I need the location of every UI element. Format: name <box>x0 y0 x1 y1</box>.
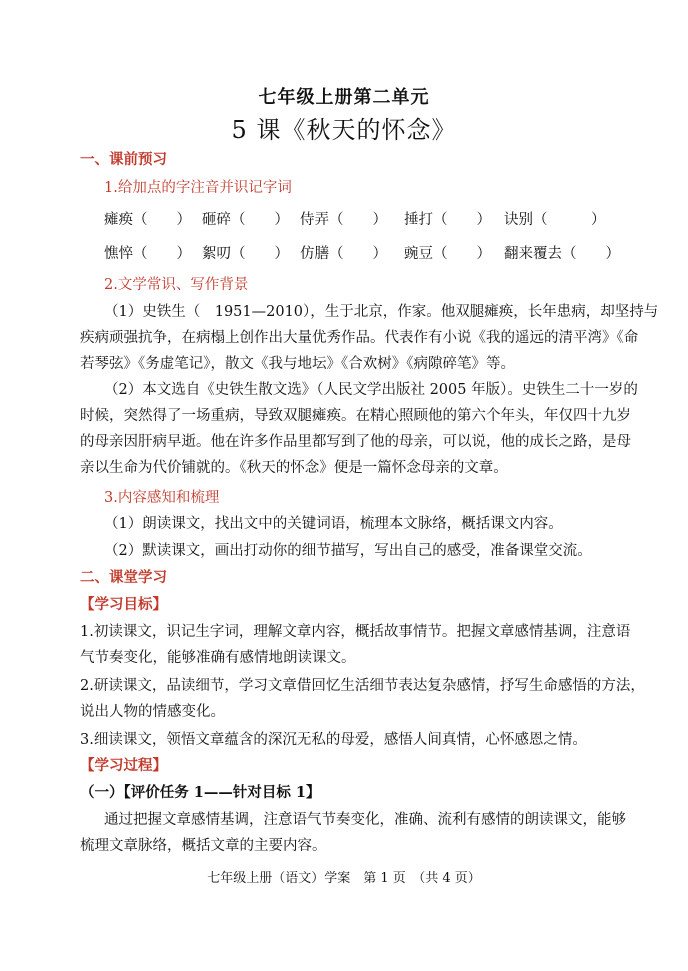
vocab-item: 瘫痪（ ） <box>104 212 191 228</box>
sub3-title: 3.内容感知和梳理 <box>104 490 220 506</box>
vocab-item: 砸碎（ ） <box>202 212 289 228</box>
text-line: 说出人物的情感变化。 <box>80 704 225 720</box>
sub2-title: 2.文学常识、写作背景 <box>104 277 249 293</box>
lesson-title: 5 课《秋天的怀念》 <box>231 116 457 144</box>
vocab-item: 絮叨（ ） <box>202 246 289 262</box>
text-line: 亲以生命为代价铺就的。《秋天的怀念》便是一篇怀念母亲的文章。 <box>80 460 508 476</box>
text-line: 的母亲因肝病早逝。他在许多作品里都写到了他的母亲，可以说，他的成长之路，是母 <box>80 434 631 450</box>
text-line: 气节奏变化，能够准确有感情地朗读课文。 <box>80 650 356 666</box>
vocab-item: 侍弄（ ） <box>300 212 387 228</box>
text-line: 若琴弦》《务虚笔记》，散文《我与地坛》《合欢树》《病隙碎笔》等。 <box>80 356 515 372</box>
text-line: （1）朗读课文，找出文中的关键词语，梳理本文脉络，概括课文内容。 <box>104 516 563 532</box>
text-line: （2）默读课文，画出打动你的细节描写，写出自己的感受，准备课堂交流。 <box>104 543 592 559</box>
text-line: 时候，突然得了一场重病，导致双腿瘫痪。在精心照顾他的第六个年头，年仅四十九岁 <box>80 408 631 424</box>
text-line: 疾病顽强抗争，在病榻上创作出大量优秀作品。代表作有小说《我的遥远的清平湾》《命 <box>80 330 639 346</box>
vocab-item: 憔悴（ ） <box>104 246 191 262</box>
vocab-item: 翻来覆去（ ） <box>504 246 620 262</box>
section2-title: 二、课堂学习 <box>80 569 167 586</box>
vocab-item: 诀别（ ） <box>504 212 606 228</box>
unit-title: 七年级上册第二单元 <box>258 87 430 108</box>
task1-title: （一）【评价任务 1——针对目标 1】 <box>80 784 321 801</box>
goals-title: 【学习目标】 <box>80 596 167 613</box>
text-line: （2）本文选自《史铁生散文选》（人民文学出版社 2005 年版）。史铁生二十一岁的 <box>104 382 638 398</box>
vocab-item: 豌豆（ ） <box>404 246 491 262</box>
text-line: 3.细读课文，领悟文章蕴含的深沉无私的母爱，感悟人间真情，心怀感恩之情。 <box>80 732 587 748</box>
sub1-title: 1.给加点的字注音并识记字词 <box>104 180 292 196</box>
text-line: 通过把握文章感情基调，注意语气节奏变化，准确、流利有感情的朗读课文，能够 <box>104 812 626 828</box>
page-footer: 七年级上册（语文）学案 第 1 页 （共 4 页） <box>207 871 481 886</box>
text-line: 梳理文章脉络，概括文章的主要内容。 <box>80 838 327 854</box>
vocab-item: 仿膳（ ） <box>300 246 387 262</box>
text-line: 1.初读课文，识记生字词，理解文章内容，概括故事情节。把握文章感情基调，注意语 <box>80 624 631 640</box>
text-line: 2.研读课文，品读细节，学习文章借回忆生活细节表达复杂感情，抒写生命感悟的方法， <box>80 678 645 694</box>
text-line: （1）史铁生（ 1951—2010），生于北京，作家。他双腿瘫痪，长年患病，却坚持与 <box>104 304 659 320</box>
process-title: 【学习过程】 <box>80 757 167 774</box>
section1-title: 一、课前预习 <box>80 151 167 168</box>
vocab-item: 捶打（ ） <box>404 212 491 228</box>
